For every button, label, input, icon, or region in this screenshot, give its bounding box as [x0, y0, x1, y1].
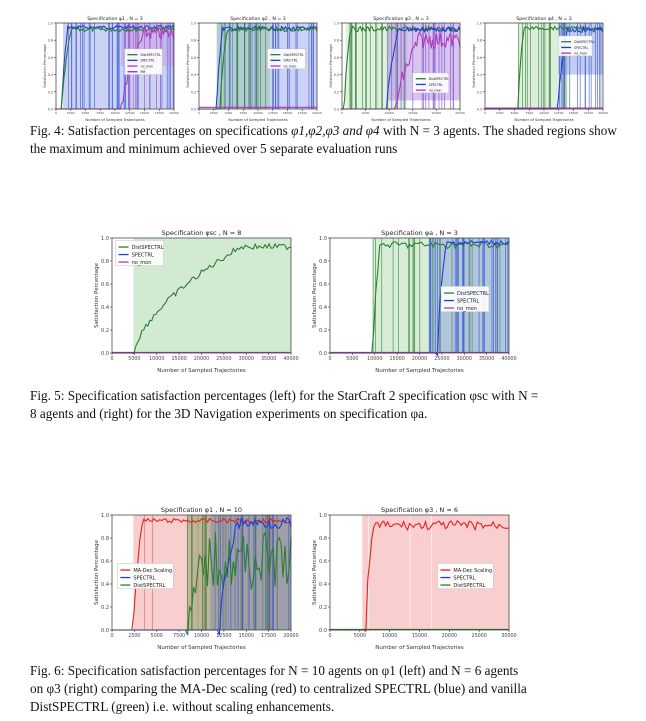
- x-tick-label: 2500: [66, 111, 75, 116]
- y-tick-label: 0.8: [319, 536, 327, 543]
- x-tick-label: 17500: [297, 111, 308, 116]
- x-tick-label: 10000: [149, 357, 165, 362]
- x-tick-label: 20000: [283, 634, 299, 639]
- y-tick-label: 0.4: [333, 73, 339, 78]
- legend-entry: no_mon: [574, 51, 587, 56]
- x-tick-label: 5000: [353, 634, 366, 639]
- fig6-caption: Fig. 6: Specification satisfaction percentages for N = 10 agents on φ1 (left) and N = 6 agents on φ3 (right) comparing the MA-Dec scaling (red) to centralized SPECTRL (blue) and vanilla DistSPECTRL (green) i.e. without scaling enhancements.: [30, 663, 527, 714]
- y-tick-label: 0.2: [319, 605, 327, 612]
- y-tick-label: 0.4: [190, 73, 196, 78]
- x-tick-label: 12500: [553, 111, 564, 116]
- y-tick-label: 0.6: [319, 559, 327, 566]
- y-axis-label: Satisfaction Percentage: [472, 44, 476, 88]
- panel-title: Specification φ3 , N = 3: [373, 17, 429, 22]
- panel-title: Specification φ3 , N = 6: [381, 506, 458, 514]
- fig5-panel-left: [90, 228, 299, 374]
- y-tick-label: 0.0: [101, 351, 109, 358]
- y-tick-label: 1.0: [190, 21, 196, 26]
- x-tick-label: 10000: [110, 111, 120, 116]
- x-tick-label: 5000: [150, 634, 163, 639]
- legend-entry: no_mon: [140, 64, 154, 69]
- x-tick-label: 7500: [239, 111, 248, 116]
- x-tick-label: 25000: [455, 111, 465, 116]
- y-tick-label: 0.0: [476, 107, 482, 112]
- y-tick-label: 0.6: [190, 55, 196, 60]
- y-tick-label: 0.6: [47, 55, 53, 60]
- legend-entry: SPECTRL: [140, 58, 155, 63]
- legend-entry: DistSPECTRL: [428, 77, 450, 82]
- x-tick-label: 35000: [478, 357, 495, 362]
- legend-entry: RM: [140, 70, 146, 75]
- x-tick-label: 5000: [361, 111, 370, 116]
- y-tick-label: 0.4: [101, 582, 109, 589]
- legend-entry: DistSPECTRL: [140, 53, 161, 58]
- x-tick-label: 30000: [456, 357, 472, 362]
- fig4-panel-1: [40, 10, 178, 122]
- x-tick-label: 30000: [238, 357, 254, 362]
- y-tick-label: 0.0: [319, 351, 327, 358]
- x-tick-label: 20000: [411, 357, 428, 362]
- x-tick-label: 2500: [495, 111, 504, 116]
- x-tick-label: 0: [484, 111, 486, 116]
- legend-entry: DistSPECTRL: [133, 583, 166, 590]
- x-axis-label: Number of Sampled Trajectories: [157, 368, 246, 374]
- y-tick-label: 1.0: [47, 21, 53, 26]
- x-tick-label: 17500: [260, 634, 277, 639]
- fig4-caption: Fig. 4: Satisfaction percentages on specifications φ1,φ2,φ3 and φ4 with N = 3 agents. The shaded regions show the maximum and minimum achieved over 5 separate evaluation runs: [30, 123, 617, 156]
- panel-title: Specification φ1 , N = 3: [87, 17, 143, 22]
- y-tick-label: 0.8: [190, 38, 196, 43]
- legend-entry: DistSPECTRL: [283, 53, 304, 58]
- x-tick-label: 12500: [267, 111, 278, 116]
- y-axis-label: Satisfaction Percentage: [312, 540, 318, 605]
- x-tick-label: 25000: [216, 357, 232, 362]
- panel-title: Specification φ4 , N = 3: [516, 17, 572, 22]
- x-tick-label: 0: [328, 634, 332, 639]
- y-tick-label: 0.2: [101, 605, 109, 612]
- panel-title: Specification φsc , N = 8: [161, 229, 242, 237]
- y-tick-label: 0.4: [476, 73, 482, 78]
- x-tick-label: 15000: [568, 111, 579, 116]
- y-tick-label: 1.0: [101, 236, 109, 243]
- y-tick-label: 0.0: [101, 628, 109, 635]
- y-tick-label: 0.8: [47, 38, 53, 43]
- x-tick-label: 17500: [154, 111, 165, 116]
- y-tick-label: 0.0: [333, 107, 339, 112]
- x-axis-label: Number of Sampled Trajectories: [514, 118, 574, 122]
- y-tick-label: 0.2: [319, 328, 327, 335]
- x-tick-label: 15000: [389, 357, 405, 362]
- y-tick-label: 1.0: [101, 513, 109, 520]
- fig6-row: [90, 505, 530, 650]
- x-tick-label: 25000: [434, 357, 450, 362]
- fig5-row: [90, 228, 530, 373]
- panel-title: Specification φ2 , N = 3: [230, 17, 286, 22]
- x-axis-label: Number of Sampled Trajectories: [375, 368, 464, 374]
- x-tick-label: 10000: [384, 111, 394, 116]
- y-axis-label: Satisfaction Percentage: [43, 44, 47, 88]
- x-tick-label: 7500: [525, 111, 534, 116]
- fig4-panel-4: [469, 10, 607, 122]
- x-tick-label: 35000: [260, 357, 277, 362]
- x-tick-label: 0: [328, 357, 332, 362]
- x-tick-label: 7500: [173, 634, 186, 639]
- x-tick-label: 15000: [282, 111, 293, 116]
- x-tick-label: 20000: [598, 111, 608, 116]
- y-tick-label: 0.8: [101, 536, 109, 543]
- y-tick-label: 0.6: [101, 282, 109, 289]
- legend-entry: DistSPECTRL: [131, 245, 164, 252]
- legend-entry: no_mon: [428, 88, 442, 93]
- x-tick-label: 10000: [193, 634, 210, 639]
- y-tick-label: 1.0: [319, 236, 327, 243]
- x-tick-label: 0: [110, 357, 114, 362]
- y-tick-label: 0.0: [319, 628, 327, 635]
- y-tick-label: 0.6: [319, 282, 327, 289]
- x-tick-label: 15000: [408, 111, 418, 116]
- x-tick-label: 15000: [171, 357, 187, 362]
- legend-entry: no_mon: [456, 306, 477, 313]
- y-tick-label: 0.4: [319, 582, 327, 589]
- y-tick-label: 0.6: [101, 559, 109, 566]
- x-tick-label: 12500: [216, 634, 232, 639]
- x-axis-label: Number of Sampled Trajectories: [375, 645, 464, 651]
- fig4-panel-2: [183, 10, 321, 122]
- x-tick-label: 40000: [501, 357, 517, 362]
- x-tick-label: 10000: [382, 634, 398, 639]
- y-tick-label: 0.2: [101, 328, 109, 335]
- x-tick-label: 2500: [209, 111, 218, 116]
- y-tick-label: 1.0: [476, 21, 482, 26]
- x-tick-label: 5000: [81, 111, 90, 116]
- legend-entry: SPECTRL: [428, 82, 443, 87]
- legend-entry: no_mon: [131, 260, 152, 267]
- y-tick-label: 0.0: [47, 107, 53, 112]
- confidence-band: [210, 515, 291, 630]
- y-axis-label: Satisfaction Percentage: [329, 44, 333, 88]
- x-tick-label: 10000: [253, 111, 263, 116]
- legend-entry: MA-Dec Scaling: [133, 568, 173, 575]
- y-tick-label: 0.4: [47, 73, 53, 78]
- fig4-panel-3: [326, 10, 464, 122]
- x-tick-label: 40000: [283, 357, 299, 362]
- x-tick-label: 20000: [193, 357, 210, 362]
- x-tick-label: 7500: [96, 111, 105, 116]
- y-tick-label: 0.8: [101, 259, 109, 266]
- y-tick-label: 0.8: [476, 38, 482, 43]
- legend-entry: DistSPECTRL: [453, 583, 486, 590]
- y-tick-label: 0.2: [476, 90, 482, 95]
- x-tick-label: 20000: [431, 111, 442, 116]
- legend-entry: DistSPECTRL: [574, 40, 595, 45]
- confidence-band: [217, 23, 270, 109]
- legend-entry: DistSPECTRL: [456, 291, 489, 298]
- y-tick-label: 0.4: [101, 305, 109, 312]
- x-tick-label: 5000: [510, 111, 519, 116]
- legend-entry: MA-Dec Scaling: [453, 568, 493, 575]
- fig6-panel-right: [308, 505, 517, 651]
- y-axis-label: Satisfaction Percentage: [186, 44, 190, 88]
- x-tick-label: 5000: [224, 111, 233, 116]
- y-axis-label: Satisfaction Percentage: [94, 540, 100, 605]
- x-tick-label: 0: [341, 111, 343, 116]
- y-tick-label: 0.2: [47, 90, 53, 95]
- x-tick-label: 15000: [238, 634, 254, 639]
- y-tick-label: 0.8: [333, 38, 339, 43]
- x-tick-label: 15000: [139, 111, 150, 116]
- fig5-panel-right: [308, 228, 517, 374]
- x-axis-label: Number of Sampled Trajectories: [228, 118, 288, 122]
- x-tick-label: 0: [110, 634, 114, 639]
- x-tick-label: 17500: [583, 111, 594, 116]
- x-tick-label: 20000: [169, 111, 179, 116]
- y-tick-label: 0.0: [190, 107, 196, 112]
- legend-entry: SPECTRL: [133, 575, 156, 582]
- y-tick-label: 0.2: [333, 90, 339, 95]
- x-tick-label: 0: [55, 111, 57, 116]
- x-tick-label: 0: [198, 111, 200, 116]
- legend-entry: SPECTRL: [456, 298, 480, 305]
- y-tick-label: 1.0: [319, 513, 327, 520]
- x-tick-label: 15000: [411, 634, 428, 639]
- panel-title: Specification φ1 , N = 10: [160, 506, 243, 514]
- legend-entry: SPECTRL: [574, 45, 589, 50]
- y-tick-label: 1.0: [333, 21, 339, 26]
- x-tick-label: 25000: [471, 634, 487, 639]
- legend-entry: SPECTRL: [453, 575, 476, 582]
- x-tick-label: 5000: [346, 357, 359, 362]
- x-tick-label: 2500: [128, 634, 141, 639]
- x-axis-label: Number of Sampled Trajectories: [85, 118, 145, 122]
- fig4-row: [40, 10, 610, 122]
- legend-entry: SPECTRL: [131, 252, 154, 259]
- y-axis-label: Satisfaction Percentage: [94, 263, 100, 328]
- fig5-caption: Fig. 5: Specification satisfaction percentages (left) for the StarCraft 2 specification φsc with N = 8 agents and (right) for the 3D Navigation experiments on specification φa.: [30, 388, 539, 421]
- x-tick-label: 5000: [128, 357, 141, 362]
- x-tick-label: 20000: [441, 634, 457, 639]
- legend-entry: SPECTRL: [283, 58, 298, 63]
- y-tick-label: 0.8: [319, 259, 327, 266]
- y-tick-label: 0.2: [190, 90, 196, 95]
- x-tick-label: 10000: [367, 357, 383, 362]
- panel-title: Specification φa , N = 3: [381, 229, 458, 237]
- x-axis-label: Number of Sampled Trajectories: [157, 645, 246, 651]
- y-tick-label: 0.6: [333, 55, 339, 60]
- x-tick-label: 20000: [312, 111, 322, 116]
- y-tick-label: 0.6: [476, 55, 482, 60]
- x-tick-label: 30000: [501, 634, 517, 639]
- y-axis-label: Satisfaction Percentage: [312, 263, 318, 328]
- y-tick-label: 0.4: [319, 305, 327, 312]
- fig6-panel-left: [90, 505, 299, 651]
- legend-entry: no_mon: [283, 64, 297, 69]
- x-axis-label: Number of Sampled Trajectories: [371, 118, 431, 122]
- x-tick-label: 12500: [124, 111, 135, 116]
- x-tick-label: 10000: [539, 111, 549, 116]
